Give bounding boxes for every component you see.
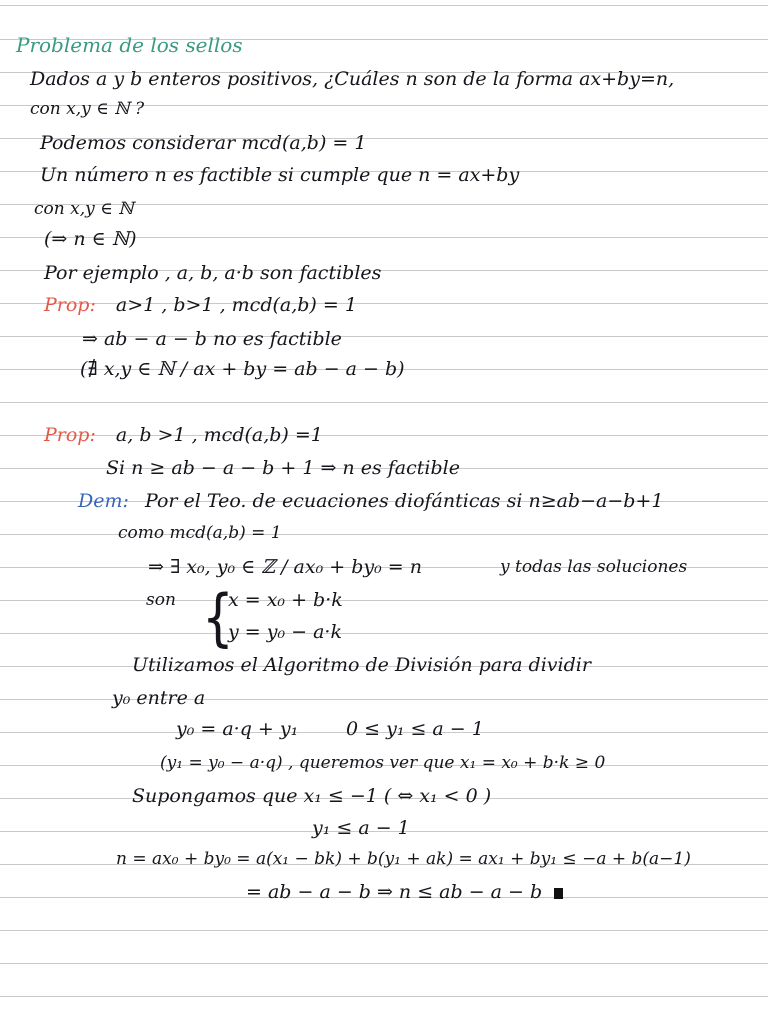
- dem-solution-y: y = y₀ − a·k: [228, 621, 342, 643]
- problem-line-2: con x,y ∈ ℕ ?: [30, 99, 145, 119]
- dem-line-5: Utilizamos el Algoritmo de División para dividir: [132, 654, 591, 676]
- definition-line-3: (⇒ n ∈ ℕ): [44, 228, 137, 250]
- definition-line-1: Un número n es factible si cumple que n = ax+by: [40, 164, 520, 186]
- dem-line-12-text: = ab − a − b ⇒ n ≤ ab − a − b: [246, 881, 543, 903]
- qed-square-icon: [554, 888, 563, 899]
- prop2-label: Prop:: [44, 424, 96, 446]
- left-brace: {: [202, 581, 234, 654]
- dem-line-2: como mcd(a,b) = 1: [118, 523, 282, 543]
- dem-line-6: y₀ entre a: [112, 687, 206, 709]
- dem-line-7a: y₀ = a·q + y₁: [176, 718, 299, 740]
- prop2-line: [44, 423, 323, 447]
- dem-line-11: n = ax₀ + by₀ = a(x₁ − bk) + b(y₁ + ak) = ax₁ + by₁ ≤ −a + b(a−1): [116, 849, 691, 869]
- dem-line-7b: 0 ≤ y₁ ≤ a − 1: [346, 718, 484, 740]
- dem-line-10: y₁ ≤ a − 1: [312, 817, 410, 839]
- prop2-statement: a, b >1 , mcd(a,b) =1: [115, 424, 323, 446]
- dem-line-3b: y todas las soluciones: [500, 557, 688, 577]
- dem-line-1: [78, 489, 663, 513]
- prop2-claim: Si n ≥ ab − a − b + 1 ⇒ n es factible: [106, 457, 460, 479]
- dem-solution-x: x = x₀ + b·k: [228, 589, 343, 611]
- prop1-line: [44, 293, 357, 317]
- dem-line-3a: ⇒ ∃ x₀, y₀ ∈ ℤ / ax₀ + by₀ = n: [148, 556, 422, 578]
- dem-label: Dem:: [78, 490, 129, 512]
- definition-line-2: con x,y ∈ ℕ: [34, 199, 134, 219]
- prop1-label: Prop:: [44, 294, 96, 316]
- prop1-statement: a>1 , b>1 , mcd(a,b) = 1: [115, 294, 357, 316]
- prop1-conclusion: ⇒ ab − a − b no es factible: [82, 328, 342, 350]
- example-line: Por ejemplo , a, b, a·b son factibles: [44, 262, 382, 284]
- dem-line-4-label: son: [146, 590, 176, 610]
- prop1-detail: (∄ x,y ∈ ℕ / ax + by = ab − a − b): [80, 358, 405, 380]
- dem-line-9: Supongamos que x₁ ≤ −1 ( ⇔ x₁ < 0 ): [132, 785, 492, 807]
- assumption-line: Podemos considerar mcd(a,b) = 1: [40, 132, 367, 154]
- dem-line-12: [246, 880, 563, 904]
- note-title: Problema de los sellos: [16, 33, 243, 57]
- dem-line-1-text: Por el Teo. de ecuaciones diofánticas si n≥ab−a−b+1: [144, 490, 664, 512]
- problem-line-1: Dados a y b enteros positivos, ¿Cuáles n son de la forma ax+by=n,: [30, 68, 675, 90]
- dem-line-8: (y₁ = y₀ − a·q) , queremos ver que x₁ = x₀ + b·k ≥ 0: [160, 753, 606, 773]
